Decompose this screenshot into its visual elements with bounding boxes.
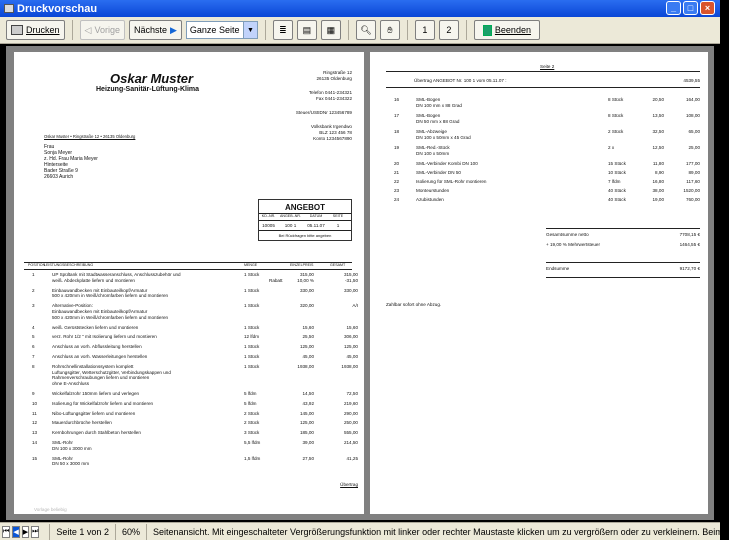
item-description-line: Rohrschnellinstallationssystem komplett	[52, 363, 134, 369]
item-unit-price: 27,50	[302, 455, 314, 461]
print-button[interactable]	[6, 20, 65, 40]
recipient-line: z. Hd. Frau Maria Meyer	[44, 156, 98, 162]
item-unit-price: 12,50	[652, 145, 664, 150]
table-rule	[386, 71, 700, 72]
sender-name: Oskar Muster	[110, 71, 194, 86]
offer-note: Bei Rückfragen bitte angeben	[278, 233, 332, 238]
one-page-view-button[interactable]	[273, 20, 293, 40]
toolbar-separator	[348, 20, 349, 40]
item-quantity: 40 Stück	[608, 188, 626, 193]
item-total: 25,00	[688, 145, 700, 150]
grand-total-value: 9172,70 €	[679, 266, 700, 271]
previous-page-button[interactable]	[80, 20, 125, 40]
table-rule	[546, 277, 700, 278]
offer-box-rule	[259, 220, 351, 221]
item-quantity: 10 Stück	[608, 170, 626, 175]
item-quantity: 2 Stück	[244, 410, 260, 416]
item-description-line: DN 100 x 50mm	[416, 150, 450, 156]
table-header-description: LEISTUNGSBESCHREIBUNG	[44, 263, 94, 267]
toolbar-separator	[466, 20, 467, 40]
table-rule	[546, 228, 700, 229]
exit-button-label: Beenden	[494, 25, 531, 35]
item-quantity: 5 lfdm	[244, 400, 257, 406]
item-position: 1	[32, 272, 35, 277]
item-quantity: 1 Stück	[244, 272, 260, 277]
recipient-line: Sonja Meyer	[44, 150, 73, 156]
item-position: 23	[394, 188, 400, 193]
item-quantity: 5 lfdm	[244, 391, 257, 396]
preview-area[interactable]	[6, 46, 714, 520]
item-unit-price: 125,00	[299, 420, 314, 426]
page-one-button[interactable]	[415, 20, 435, 40]
item-position: 14	[32, 440, 38, 445]
triangle-left-icon: ◁	[84, 24, 92, 35]
item-description-line: SML-Rohr	[52, 455, 73, 461]
faint-footer: Vorlage beliebig	[34, 507, 67, 512]
item-description-line: DN 100 mm x 88 Grad	[416, 102, 462, 108]
item-unit-price: 38,00	[652, 188, 664, 193]
item-description-line: SML-Bogen	[416, 97, 441, 102]
item-unit-price: 8,90	[655, 170, 664, 175]
magnifier-icon: 🔍︎	[360, 24, 372, 35]
item-discount-label: Rabatt	[269, 277, 283, 283]
item-position: 6	[32, 344, 35, 350]
item-unit-price: 13,50	[652, 113, 664, 118]
item-position: 20	[394, 161, 400, 166]
exit-door-icon	[483, 25, 492, 36]
item-total: 214,50	[343, 440, 358, 445]
sender-address-line: Ringstraße 12	[323, 70, 352, 75]
exit-button[interactable]	[474, 20, 540, 40]
grand-total-label: Endsumme	[546, 266, 570, 271]
sender-contact-line: Fax 0441-234322	[315, 96, 352, 101]
item-unit-price: 125,00	[299, 344, 314, 350]
item-quantity: 3 Stück	[244, 430, 260, 436]
previous-page-icon[interactable]: ◀︎	[12, 526, 19, 538]
item-position: 17	[394, 113, 400, 118]
zoom-select-value: Ganze Seite	[189, 25, 240, 35]
next-page-label: Nächste	[133, 25, 167, 35]
table-header-position: POSITION	[28, 263, 46, 267]
item-position: 13	[32, 430, 38, 436]
item-unit-price: 185,00	[299, 430, 314, 436]
vat-value: 1464,55 €	[679, 242, 700, 247]
item-unit-price: 14,50	[302, 391, 314, 396]
chevron-down-icon: ▼	[243, 22, 257, 38]
tax-id: Steuer/UStIDNr 123456789	[295, 110, 352, 115]
item-position: 8	[32, 363, 35, 369]
offer-box-rule	[259, 230, 351, 231]
carry-over-text: Übertrag ANGEBOT Nr. 100 1 vom 05.11.07 :	[414, 78, 507, 83]
preview-page-2	[370, 52, 708, 514]
item-discount-value: -31,50	[344, 277, 358, 283]
item-description-line: DN 100 x 3000 mm	[52, 445, 92, 451]
recipient-line: Hinterseite	[44, 162, 68, 168]
item-quantity: 7 lfdm	[608, 179, 621, 184]
multi-page-view-button[interactable]	[321, 20, 341, 40]
offer-value-cell: 05.11.07	[307, 223, 325, 228]
item-description-line: verz. Rohr 1/2 " mit Isolierung liefern und montieren	[52, 334, 157, 340]
item-quantity: 40 Stück	[608, 197, 626, 202]
item-description-line: Anschluss an vorh. Wasserleitungen herstellen	[52, 354, 148, 359]
item-unit-price: 11,80	[652, 161, 664, 166]
item-description-line: Einbauwandbecken mit Einbauteilkopf/Armatur	[52, 287, 148, 293]
item-position: 11	[32, 410, 37, 416]
item-total: 41,25	[346, 455, 358, 461]
offer-header-cell: KD.-NR.	[261, 214, 276, 218]
offer-header-cell: DATUM	[309, 214, 323, 218]
page-2-label: Seite 2	[540, 64, 555, 69]
item-description-line: weiß. Gerüststecken liefern und montieren	[52, 324, 139, 330]
first-page-icon[interactable]: ⏮︎	[2, 526, 10, 538]
item-description-line: Isolierung für Wickelfalzrohr liefern und montieren	[52, 400, 154, 406]
item-unit-price: 32,50	[652, 129, 664, 134]
item-unit-price: 320,00	[299, 303, 314, 309]
item-position: 5	[32, 334, 35, 340]
payment-terms: Zahlbar sofort ohne Abzug.	[386, 302, 442, 307]
sender-address-line: 26135 Oldenburg	[316, 76, 352, 81]
minimize-button[interactable]: _	[666, 1, 681, 15]
item-total: 250,00	[343, 420, 358, 426]
item-unit-price: 45,00	[302, 354, 314, 359]
item-position: 21	[394, 170, 400, 175]
item-position: 22	[394, 179, 400, 184]
item-total: 1938,00	[341, 363, 358, 369]
page-columns-icon: ▤	[302, 24, 312, 35]
zoom-info: 60%	[115, 524, 146, 540]
toolbar-separator	[407, 20, 408, 40]
item-unit-price: 25,50	[302, 334, 314, 340]
table-rule	[24, 269, 352, 270]
item-description-line: DN 50 x 3000 mm	[52, 461, 90, 467]
last-page-icon[interactable]: ⏭︎	[31, 526, 39, 538]
item-position: 10	[32, 400, 38, 406]
item-position: 15	[32, 455, 38, 461]
item-quantity: 8 Stück	[608, 113, 624, 118]
item-total: A/I	[352, 303, 358, 309]
item-description-line: SML-Red.-Stück	[416, 145, 450, 150]
offer-header-cell: ANGEB.-NR.	[280, 214, 301, 218]
item-description-line: Monteurstunden	[416, 188, 450, 193]
item-unit-price: 145,00	[299, 410, 314, 416]
item-quantity: 1 Stück	[244, 363, 260, 369]
zoom-select[interactable]	[186, 21, 258, 39]
printer-app-icon	[4, 4, 14, 13]
page-two-button[interactable]	[439, 20, 459, 40]
item-description-line: Rahmenverschraubungen liefern und montieren	[52, 375, 150, 381]
offer-value-cell: 100 1	[284, 223, 297, 228]
recipient-line: Bader Straße 9	[44, 168, 78, 174]
toolbar-separator	[72, 20, 73, 40]
item-description-line: Nibo-Lüftungsgitter liefern und montieren	[52, 410, 136, 416]
next-page-icon[interactable]: ▶︎	[22, 526, 29, 538]
status-hint: Seitenansicht. Mit eingeschalteter Vergrößerungsfunktion mit linker oder rechter Maustaste klicken um zu vergrößern oder zu verkleinern. Beim	[146, 524, 729, 540]
item-total: 125,00	[343, 344, 358, 350]
item-description-line: UP Spültank mit Stadtwasseranschluss, Anschlusszubehör und	[52, 272, 181, 277]
item-unit-price: 16,80	[652, 179, 664, 184]
item-total: 117,60	[686, 179, 700, 184]
item-description-line: DN 50 mm x 88 Grad	[416, 118, 460, 124]
item-total: 315,00	[343, 272, 358, 277]
net-total-value: 7708,15 €	[679, 232, 700, 237]
page-grid-icon: ▦	[326, 24, 336, 35]
item-description-line: Alternative-Position:	[52, 303, 93, 309]
item-quantity: 15 Stück	[608, 161, 626, 166]
item-description-line: 500 x 420mm in Weiß/chromfarben liefern und montieren	[52, 293, 169, 299]
item-description-line: SML-Abzweige	[416, 129, 447, 134]
item-quantity: 1 Stück	[244, 344, 260, 350]
item-total: 108,00	[685, 113, 700, 118]
item-position: 19	[394, 145, 400, 150]
item-description-line: Luftungsgitter, Wetterschutzgitter, Verbindungskappen und	[52, 369, 171, 375]
triangle-right-icon: ▶	[170, 24, 177, 35]
item-unit-price: 1938,00	[297, 363, 314, 369]
item-total: 45,00	[346, 354, 358, 359]
item-total: 555,00	[343, 430, 358, 436]
item-description-line: Kernbohrungen durch Stahlbeton herstellen	[52, 430, 141, 436]
sender-trade: Heizung-Sanitär-Lüftung-Klima	[96, 86, 200, 93]
item-description-line: SML-Verbinder Kombi DN 100	[416, 161, 478, 166]
item-unit-price: 43,92	[302, 400, 314, 406]
sender-contact-line: Telefon 0441-234321	[308, 90, 352, 95]
toolbar-separator	[265, 20, 266, 40]
item-description-line: Anschluss an vorh. Abflussleitung herstellen	[52, 344, 142, 350]
status-bar	[0, 522, 723, 540]
item-quantity: 1 Stück	[244, 287, 260, 293]
item-discount-percent: 10,00 %	[297, 277, 314, 283]
table-header-unit-price: EINZELPREIS	[290, 263, 314, 267]
page-lines-icon: ≣	[279, 24, 287, 35]
print-button-label: Drucken	[26, 25, 60, 35]
item-total: 164,00	[685, 97, 700, 102]
offer-value-cell: 1	[336, 223, 340, 228]
page-one-label: 1	[422, 25, 428, 35]
item-description-line: DN 100 x 50mm x 45 Grad	[416, 134, 471, 140]
item-description-line: Wickelfalzrohr 150mm liefern und verlegen	[52, 391, 140, 396]
item-total: 65,00	[688, 129, 700, 134]
item-position: 4	[32, 324, 35, 330]
item-unit-price: 315,00	[299, 272, 314, 277]
item-total: 177,00	[685, 161, 700, 166]
item-total: 1520,00	[683, 188, 700, 193]
item-quantity: 1,5 lfdm	[244, 455, 261, 461]
item-quantity: 5,5 lfdm	[244, 440, 261, 445]
previous-page-label: Vorige	[94, 25, 120, 35]
item-description-line: SML-Verbinder DN 50	[416, 170, 461, 175]
item-description-line: weiß. Abdeckplatte liefern und montieren	[52, 277, 135, 283]
item-total: 219,60	[343, 400, 358, 406]
zoom-button[interactable]	[356, 20, 376, 40]
item-description-line: 500 x 420mm in Weiß/chromfarben liefern und montieren	[52, 314, 169, 320]
item-unit-price: 19,00	[652, 197, 664, 202]
offer-title: ANGEBOT	[285, 203, 325, 212]
item-description-line: ohne E-Anschluss	[52, 381, 90, 387]
offer-header-cell: SEITE	[332, 214, 344, 218]
item-quantity: 1 Stück	[244, 303, 260, 309]
item-unit-price: 39,00	[302, 440, 314, 445]
hand-tool-button[interactable]	[380, 20, 400, 40]
item-total: 760,00	[685, 197, 700, 202]
item-position: 18	[394, 129, 400, 134]
item-quantity: 12 lfdm	[244, 334, 260, 340]
item-position: 9	[32, 391, 35, 396]
item-position: 16	[394, 97, 400, 102]
carry-over-label: Übertrag	[340, 482, 358, 487]
next-page-button[interactable]	[129, 20, 182, 40]
page-info: Seite 1 von 2	[49, 524, 115, 540]
table-rule	[386, 87, 700, 88]
net-total-label: Gesamtsumme netto	[546, 232, 589, 237]
preview-page-1	[14, 52, 364, 514]
item-description-line: SML-Bogen	[416, 113, 441, 118]
item-quantity: 1 Stück	[244, 324, 260, 330]
maximize-button[interactable]: □	[683, 1, 698, 15]
vat-label: + 19,00 % Mehrwertsteuer	[546, 242, 601, 247]
title-bar	[0, 0, 720, 17]
offer-info-box	[258, 199, 352, 241]
offer-value-cell: 10005	[262, 223, 275, 228]
item-quantity: 2 Stück	[244, 420, 260, 426]
page-two-label: 2	[446, 25, 452, 35]
bank-line: BLZ 123 456 78	[319, 130, 352, 135]
item-position: 12	[32, 420, 38, 426]
item-description-line: Mauerdurchbrüche herstellen	[52, 420, 112, 426]
item-position: 2	[32, 287, 35, 293]
item-position: 7	[32, 354, 35, 359]
return-address-line: Oskar Muster • Ringstraße 12 • 26135 Oldenburg	[44, 134, 136, 139]
table-header-quantity: MENGE	[244, 263, 258, 267]
item-description-line: SML-Rohr	[52, 440, 73, 445]
item-total: 290,00	[343, 410, 358, 416]
item-quantity: 8 Stück	[608, 97, 624, 102]
recipient-line: Frau	[44, 144, 55, 150]
item-quantity: 1 Stück	[244, 354, 260, 359]
item-position: 24	[394, 197, 400, 202]
item-unit-price: 15,60	[302, 324, 314, 330]
item-unit-price: 20,50	[652, 97, 664, 102]
item-quantity: 2 x	[608, 145, 615, 150]
item-description-line: Isolierung für SML-Rohr montieren	[416, 179, 487, 184]
item-description-line: Azubistunden	[416, 197, 444, 202]
table-header-total: GESAMT	[330, 263, 346, 267]
printer-icon	[11, 25, 23, 35]
item-quantity: 2 Stück	[608, 129, 624, 134]
item-unit-price: 330,00	[299, 287, 314, 293]
table-rule	[546, 262, 700, 263]
item-description-line: Einbauwandbecken mit Einbauteilkopf/Armatur	[52, 309, 148, 314]
item-total: 306,00	[343, 334, 358, 340]
toolbar	[0, 17, 720, 44]
item-total: 72,50	[346, 391, 358, 396]
item-total: 330,00	[343, 287, 358, 293]
item-total: 15,60	[346, 324, 358, 330]
two-page-view-button[interactable]	[297, 20, 317, 40]
bank-line: Konto 1234567890	[313, 136, 352, 141]
bank-line: Volksbank Irgendwo	[310, 124, 352, 129]
close-button[interactable]: ×	[700, 1, 715, 15]
recipient-line: 26603 Aurich	[44, 174, 74, 180]
window-title: Druckvorschau	[17, 2, 98, 15]
item-position: 3	[32, 303, 35, 309]
hand-icon: ✋︎	[387, 24, 393, 35]
item-total: 89,00	[688, 170, 700, 175]
carry-over-value: 4539,55	[683, 78, 700, 83]
